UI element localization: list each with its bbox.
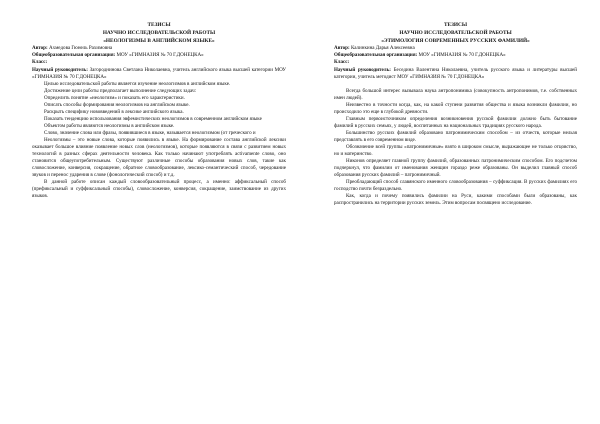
left-supervisor-value: Загороднинова Светлана Николаевна, учитель английского языка высшей категории МОУ «ГИМНАЗИЯ № 70 Г.ДОНЕЦКА» — [32, 66, 287, 80]
right-supervisor-label: Научный руководитель: — [334, 66, 391, 73]
right-supervisor — [334, 67, 577, 81]
left-supervisor-label: Научный руководитель: — [32, 66, 88, 73]
left-paragraph: Достижение цели работы предполагает выполнение следующих задач: — [44, 87, 197, 94]
left-class — [32, 59, 286, 66]
thesis-right — [334, 0, 577, 207]
right-author-label: Автор: — [334, 45, 350, 52]
right-org — [334, 52, 577, 59]
right-paragraph: Как, когда и почему появились фамилии на Руси, какими способами были образованы, как распространились на территории русских земель. Этим вопросам посвящено исследование. — [334, 193, 577, 207]
left-paragraph: Раскрыть специфику нововведений в лексике английского языка. — [44, 108, 184, 115]
left-paragraph: В данной работе описан каждый словообразовательный процесс, а именно: аффиксальный способ (префиксальный и суффиксальный способы), словосложение, конверсия, сокращение, заимствование из других языков. — [32, 179, 286, 200]
right-paragraph: Всегда большой интерес вызывала наука антропонимика (совокупность антропонимов, т.е. собственных имен людей). — [334, 87, 577, 101]
right-class — [334, 59, 577, 66]
right-paragraph: Преобладающий способ славянского именного словообразования – суффиксация. В русских фамилиях его господство почти безраздельно. — [334, 179, 577, 193]
left-header-title: ТЕЗИСЫ — [147, 22, 171, 28]
right-header-subtitle: НАУЧНО ИССЛЕДОВАТЕЛЬСКОЙ РАБОТЫ — [399, 29, 512, 36]
left-class-label: Класс: — [32, 59, 48, 66]
right-body — [334, 88, 577, 208]
right-class-label: Класс: — [334, 59, 350, 66]
right-header-title: ТЕЗИСЫ — [443, 22, 468, 28]
left-paragraph: Показать тенденцию использования эвфемистических неологизмов в современном английском языке — [44, 115, 262, 122]
thesis-left — [32, 0, 286, 200]
right-paragraph: Никонов определяет главной группу фамилий, образованных патронимическим способом. Его подсчетом подчеркнул, что фамилии от именования женщин гораздо реже образованы. Он выделил главный способ образования русских фамилий – патронимичный. — [334, 158, 577, 179]
right-paragraph: Большинство русских фамилий образовано патронимическим способом – из отчеств, которые нельзя представлять в его современном виде. — [334, 129, 577, 143]
left-paragraph: Описать способы формирования неологизмов на английском языке. — [44, 101, 190, 108]
right-org-value: МОУ «ГИМНАЗИЯ № 70 Г.ДОНЕЦКА» — [418, 52, 506, 59]
left-paragraph: Слово, значение слова или фразы, появившиеся в языке, называется неологизмом (от греческого и — [44, 129, 256, 136]
left-org-label: Общеобразовательная организация: — [32, 52, 116, 59]
right-header-topic: «ЭТИМОЛОГИЯ СОВРЕМЕННЫХ РУССКИХ ФАМИЛИЙ» — [381, 37, 530, 44]
left-org-value: МОУ «ГИМНАЗИЯ № 70 Г.ДОНЕЦКА» — [116, 52, 204, 59]
right-paragraph: Неизвестно в точности когда, как, на какой ступени развития общества и языка возникли фамилии, но происходило это еще в глубокой древности. — [334, 101, 577, 115]
left-header-subtitle: НАУЧНО ИССЛЕДОВАТЕЛЬСКОЙ РАБОТЫ — [102, 29, 216, 36]
left-paragraph: Определить понятие «неологизм» и показать его характеристики. — [44, 94, 185, 101]
right-org-label: Общеобразовательная организация: — [334, 52, 418, 59]
left-author-label: Автор: — [32, 45, 48, 52]
right-paragraph: Обозначение всей группы «патронимичные» взято в широком смысле, выражающее не только отцовство, но и материнство. — [334, 144, 577, 158]
left-header-topic: «НЕОЛОГИЗМЫ В АНГЛИЙСКОМ ЯЗЫКЕ» — [103, 37, 215, 44]
left-body — [32, 81, 286, 201]
right-spacer — [334, 81, 577, 88]
left-supervisor — [32, 67, 286, 81]
left-org — [32, 52, 286, 59]
left-paragraph: Целью исследовательской работы является изучение неологизмов в английском языке. — [44, 80, 231, 87]
right-supervisor-value: Беседина Валентина Николаевна, учитель русского языка и литературы высшей категории, учитель методист МОУ «ГИМНАЗИЯ № 70 Г.ДОНЕЦКА» — [334, 66, 577, 80]
right-author-value: Калинкина Дарья Алексеевна — [350, 45, 415, 52]
left-paragraph: Объектом работы являются неологизмы в английском языке. — [44, 122, 175, 129]
left-author-value: Ахмедова Гюнель Рахимовна — [48, 45, 113, 52]
left-paragraph: Неологизмы – это новые слова, которые появились в языке. На формирование состава английской лексики оказывает большое влияние появление новых слов (неологизмов), которые появляются в связи с развитием новых технологий в разных сферах деятельности человека. Как только начинают употреблять activamente слово, оно становится общеупотребительным. Существуют различные способы образования новых слов, такие как словосложение, конверсия, сокращение, обратное словообразование, лексико-семантический способ, чередование звуков и перенос ударения в слове (фонологический способ) и т.д. — [32, 137, 286, 179]
right-paragraph: Главным первоисточником определения возникновения русской фамилии должно быть бытование фамилий в русских семьях, у людей, воспитанных на национальных традициях русского народа. — [334, 115, 577, 129]
